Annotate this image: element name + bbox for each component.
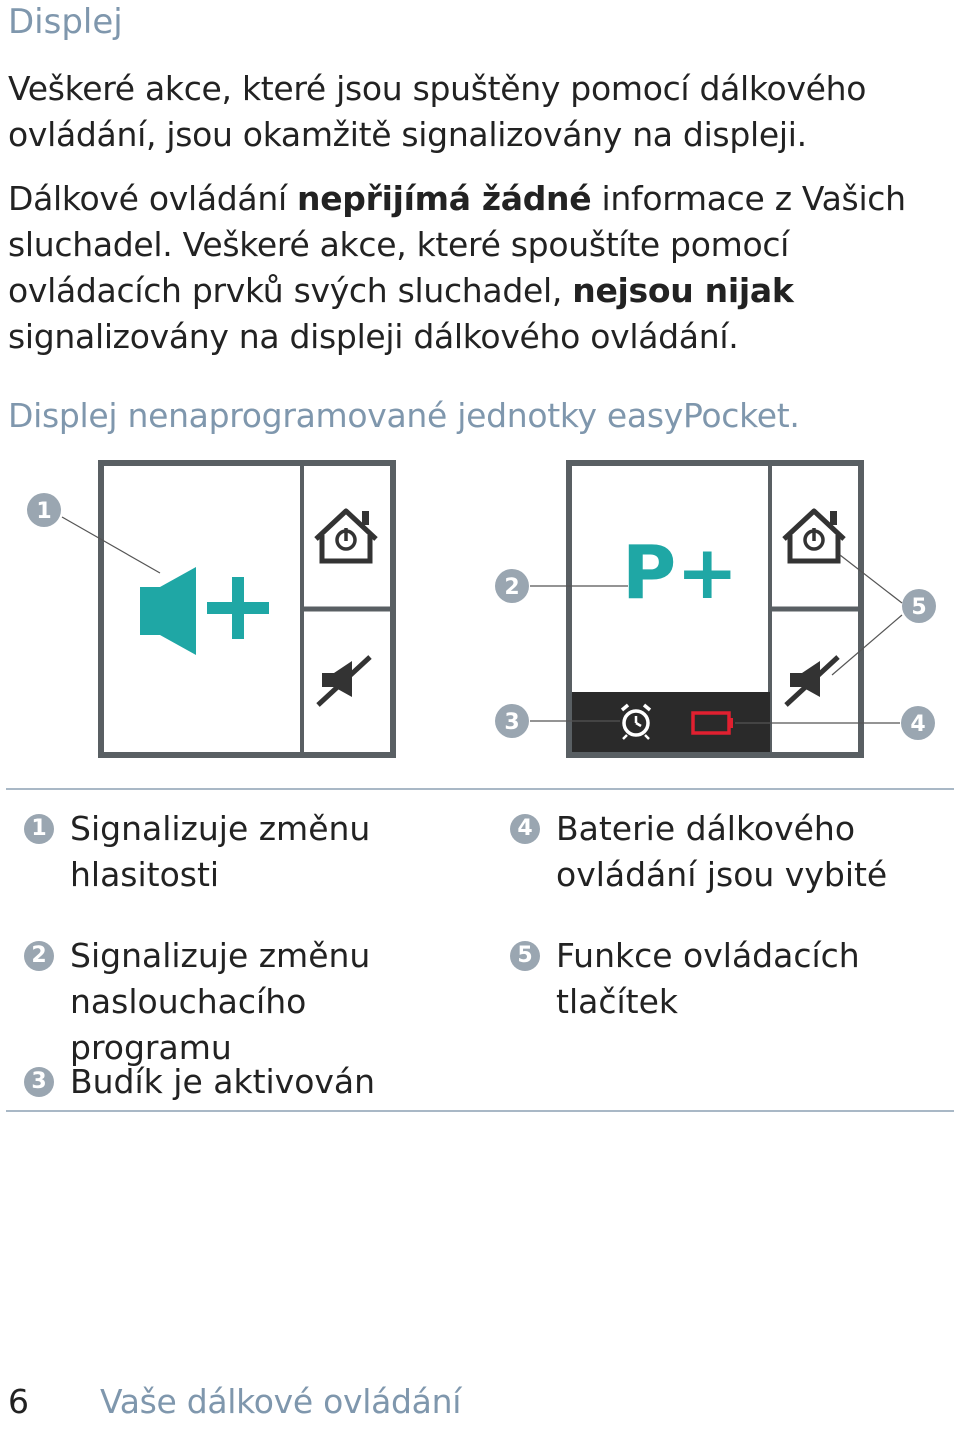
- intro-paragraph: [8, 66, 866, 158]
- legend-number: 3: [24, 1067, 54, 1097]
- svg-text:4: 4: [910, 712, 926, 737]
- svg-text:2: 2: [504, 575, 520, 600]
- svg-text:1: 1: [36, 499, 52, 524]
- callout-1: [27, 493, 61, 527]
- intro-line-1: Veškeré akce, které jsou spuštěny pomocí dálkového: [8, 69, 867, 108]
- callout-4: [901, 706, 935, 740]
- legend-text: Signalizuje změnu naslouchacího programu: [70, 936, 371, 1067]
- svg-text:5: 5: [911, 595, 927, 620]
- right-display: [495, 463, 936, 755]
- legend-number: 1: [24, 814, 54, 844]
- legend-text: Budík je aktivován: [70, 1062, 376, 1101]
- callout-2: [495, 569, 529, 603]
- left-display: [27, 463, 393, 755]
- legend-text: Signalizuje změnu hlasitosti: [70, 809, 371, 894]
- legend-text: Baterie dálkového ovládání jsou vybité: [556, 809, 888, 894]
- info-line-1a: Dálkové ovládání: [8, 179, 297, 218]
- callout-3: [495, 704, 529, 738]
- p-plus-icon: P+: [622, 530, 739, 616]
- info-line-2: sluchadel. Veškeré akce, které spouštíte pomocí: [8, 225, 790, 264]
- info-bold-1: nepřijímá žádné: [297, 179, 592, 218]
- display-figure: [0, 455, 960, 774]
- info-bold-2: nejsou nijak: [572, 271, 794, 310]
- footer-section-title: Vaše dálkové ovládání: [100, 1382, 462, 1421]
- page-number: 6: [8, 1382, 29, 1421]
- info-line-3a: ovládacích prvků svých sluchadel,: [8, 271, 573, 310]
- info-line-4: signalizovány na displeji dálkového ovládání.: [8, 317, 739, 356]
- legend-number: 5: [510, 941, 540, 971]
- display-illustration: [0, 455, 960, 770]
- intro-line-2: ovládání, jsou okamžitě signalizovány na displeji.: [8, 115, 807, 154]
- legend-text: Funkce ovládacích tlačítek: [556, 936, 860, 1021]
- figure-caption: Displej nenaprogramované jednotky easyPocket.: [8, 396, 800, 435]
- legend-bottom-rule: [6, 1110, 954, 1112]
- info-paragraph: [8, 176, 906, 360]
- info-line-1b: informace z Vašich: [591, 179, 906, 218]
- page-heading: Displej: [8, 2, 123, 42]
- status-bar: [572, 692, 770, 752]
- legend-top-rule: [6, 788, 954, 790]
- legend-number: 4: [510, 814, 540, 844]
- svg-text:3: 3: [504, 710, 520, 735]
- legend-number: 2: [24, 941, 54, 971]
- callout-5: [902, 589, 936, 623]
